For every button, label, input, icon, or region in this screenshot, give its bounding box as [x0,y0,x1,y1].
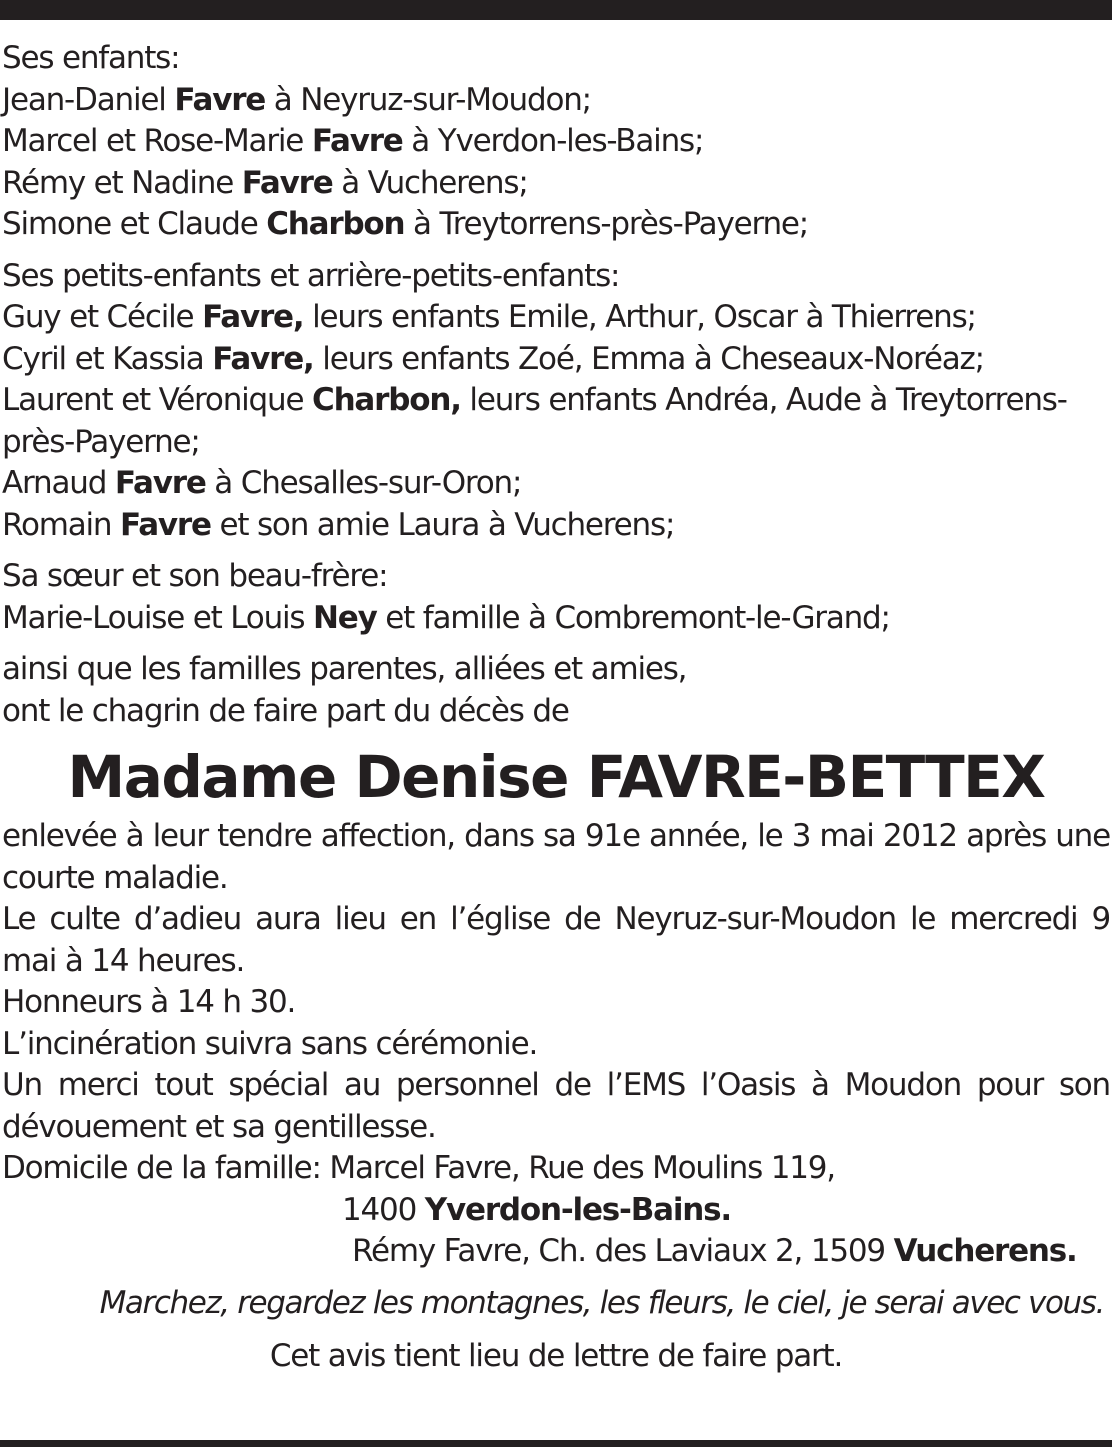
family-line [2,256,1110,298]
family-block [2,556,1110,639]
family-line [2,691,1110,733]
family-text: près-Payerne; [2,423,200,460]
family-block [2,649,1110,732]
family-surname: Favre [241,164,333,201]
family-text: Cyril et Kassia [2,340,213,377]
family-text: Laurent et Véronique [2,382,313,418]
family-line [2,649,1110,691]
quote: Marchez, regardez les montagnes, les fleurs, le ciel, je serai avec vous. [99,1284,1104,1321]
detail-culte: Le culte d’adieu aura lieu en l’église de Neyruz-sur-Moudon le mercredi 9 mai à 14 heures. [2,901,1110,979]
family-surname: Ney [313,599,377,636]
family-text: Romain [2,506,121,543]
family-line [2,121,1110,163]
family-block [2,38,1110,246]
family-line [2,204,1110,246]
family-line [2,463,1110,505]
family-text: à Neyruz-sur-Moudon; [265,81,591,118]
family-text: Sa sœur et son beau-frère: [2,558,388,594]
family-text: Jean-Daniel [2,81,175,118]
domicile-line-1: Domicile de la famille: Marcel Favre, Rue des Moulins 119, [2,1150,835,1186]
detail-remerciements: Un merci tout spécial au personnel de l’EMS l’Oasis à Moudon pour son dévouement et sa gentillesse. [2,1067,1110,1145]
family-text: Ses petits-enfants et arrière-petits-enfants: [2,257,620,294]
family-surname: Charbon, [312,382,461,418]
family-surname: Favre, [202,299,304,335]
family-list [2,38,1110,732]
family-text: Guy et Cécile [2,299,203,335]
family-surname: Favre [311,123,403,159]
family-text: leurs enfants Zoé, Emma à Cheseaux-Noréaz; [313,340,984,377]
detail-honneurs: Honneurs à 14 h 30. [2,984,296,1020]
family-text: Marie-Louise et Louis [2,599,314,636]
family-line [2,38,1110,80]
family-line [2,598,1110,640]
family-text: à Yverdon-les-Bains; [402,123,704,159]
family-text: leurs enfants Emile, Arthur, Oscar à Thierrens; [303,299,976,335]
domicile-town: Yverdon-les-Bains. [424,1191,731,1228]
family-line [2,339,1110,381]
family-line [2,163,1110,205]
top-rule [0,0,1112,20]
family-line [2,80,1110,122]
domicile-line-3 [2,1231,1110,1273]
detail-incineration: L’incinération suivra sans cérémonie. [2,1025,538,1062]
family-line [2,422,1110,464]
family-text: à Treytorrens-près-Payerne; [404,206,809,242]
family-text: Arnaud [2,465,115,501]
family-text: Marcel et Rose-Marie [2,123,312,159]
family-surname: Favre [174,81,266,118]
domicile-line-2 [2,1190,1110,1232]
family-text: et son amie Laura à Vucherens; [210,506,675,543]
family-text: ont le chagrin de faire part du décès de [2,692,569,729]
family-block [2,256,1110,547]
family-line [2,380,1110,422]
family-surname: Favre [120,506,211,543]
family-text: à Chesalles-sur-Oron; [205,465,522,501]
family-text: Ses enfants: [2,40,180,76]
family-surname: Favre, [212,340,314,377]
family-line [2,556,1110,598]
family-line [2,297,1110,339]
family-text: ainsi que les familles parentes, alliées et amies, [2,651,687,687]
family-text: Rémy et Nadine [2,164,242,201]
family-text: Simone et Claude [2,206,267,242]
bottom-rule [0,1440,1112,1447]
family-surname: Favre [114,465,206,501]
notice-content [2,38,1110,1378]
domicile-town-2: Vucherens. [893,1233,1077,1269]
detail-enlevee: enlevée à leur tendre affection, dans sa 91e année, le 3 mai 2012 après une courte maladie. [2,818,1110,896]
family-text: leurs enfants Andréa, Aude à Treytorrens- [460,382,1067,418]
domicile-postcode: 1400 [342,1191,425,1228]
deceased-name: Madame Denise FAVRE-BETTEX [67,743,1045,811]
family-text: à Vucherens; [332,164,528,201]
family-line [2,505,1110,547]
closing-note: Cet avis tient lieu de lettre de faire part. [269,1338,843,1374]
family-surname: Charbon [266,206,405,242]
family-text: et famille à Combremont-le-Grand; [376,599,890,636]
domicile-address-2: Rémy Favre, Ch. des Laviaux 2, 1509 [352,1233,894,1269]
